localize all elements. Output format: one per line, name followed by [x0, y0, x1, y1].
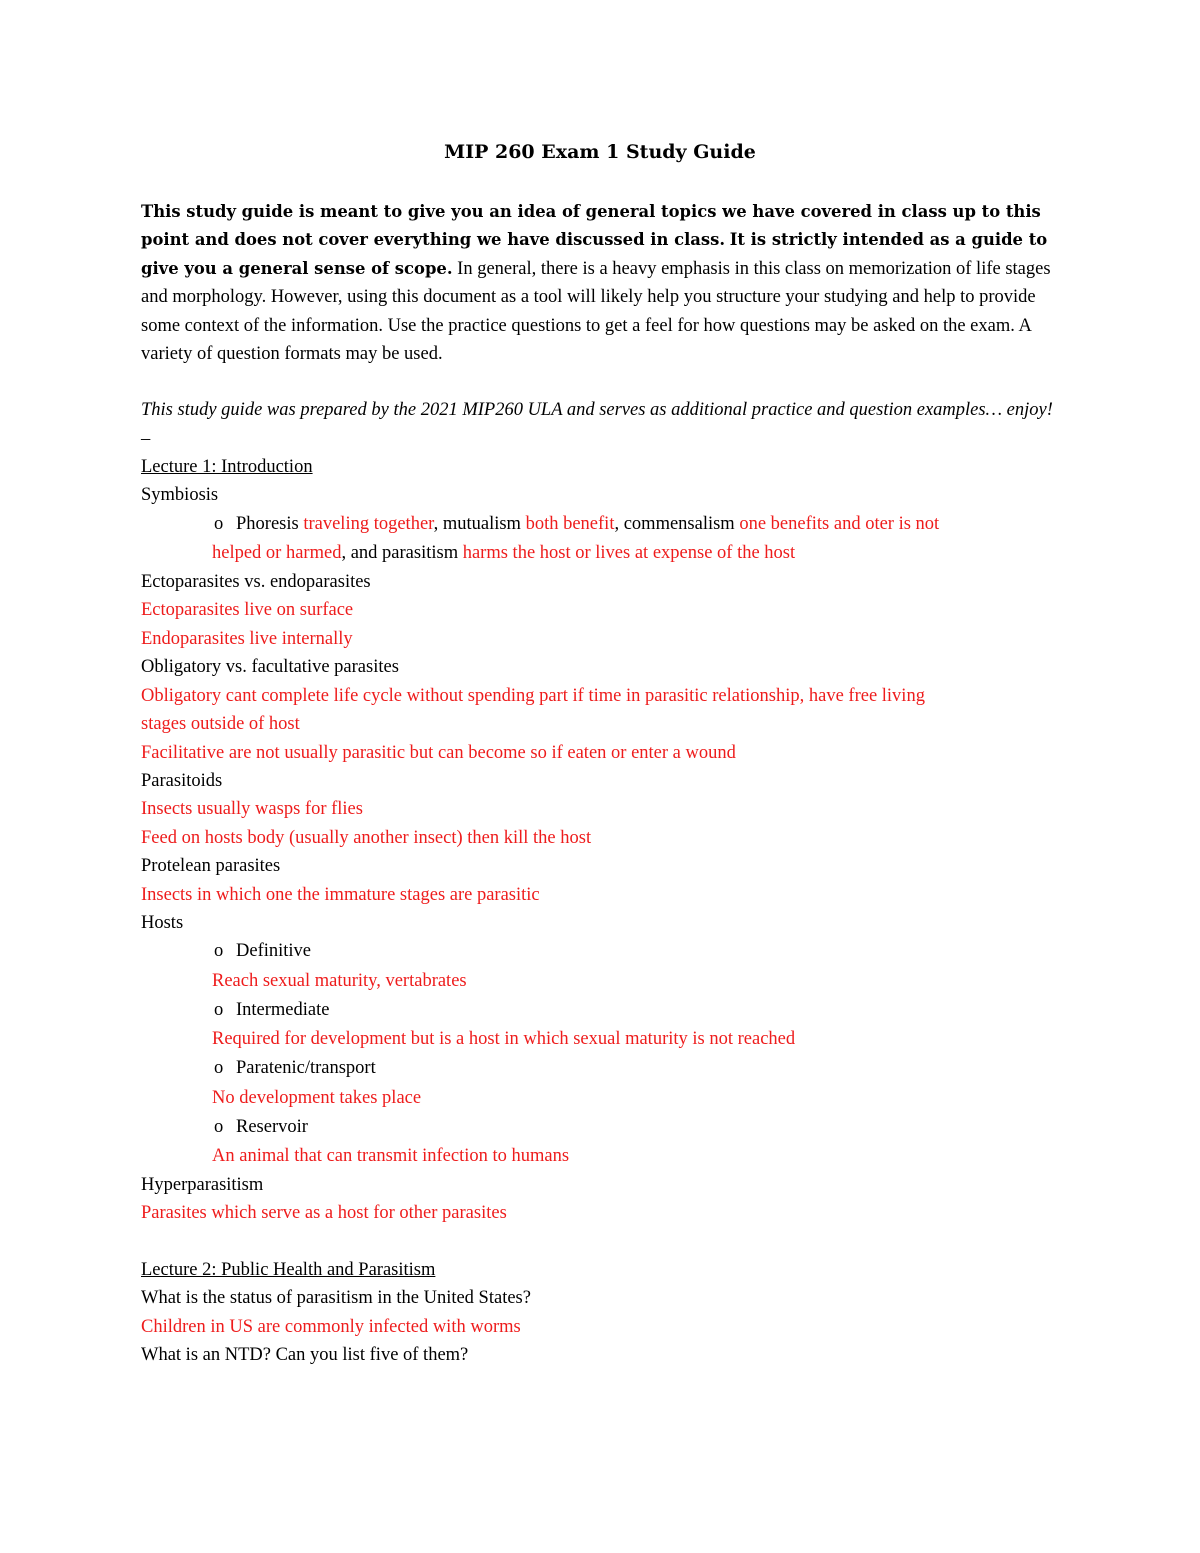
lecture2-question-1: What is the status of parasitism in the United States? — [141, 1288, 531, 1309]
protelean-label: Protelean parasites — [141, 856, 281, 877]
hyperparasitism-answer: Parasites which serve as a host for other parasites — [141, 1203, 507, 1224]
parasitoids-answer-2: Feed on hosts body (usually another insect) then kill the host — [141, 827, 592, 848]
mutualism-term: , mutualism — [433, 513, 526, 534]
paratenic-bullet — [141, 1054, 1061, 1082]
definitive-bullet — [141, 937, 1061, 965]
symbiosis-bullet-cont — [141, 538, 1061, 568]
reservoir-answer: An animal that can transmit infection to humans — [212, 1145, 570, 1166]
symbiosis-label: Symbiosis — [141, 485, 219, 506]
bullet-marker: o — [214, 1116, 224, 1137]
parasitoids-label: Parasitoids — [141, 770, 223, 791]
document-title: MIP 260 Exam 1 Study Guide — [444, 141, 756, 163]
parasitism-answer: harms the host or lives at expense of the host — [462, 543, 796, 564]
intro-bold-1: This study guide is meant to give you an idea of general topics we have covered in class up to this point and does not cover everything we have discussed in class. — [141, 202, 1041, 250]
obligatory-question: Obligatory vs. facultative parasites — [141, 657, 399, 678]
bullet-marker: o — [214, 999, 224, 1020]
hosts-label: Hosts — [141, 912, 184, 933]
ula-note: This study guide was prepared by the 2021 MIP260 ULA and serves as additional practice and question examples… enjoy! — [141, 400, 1053, 421]
bullet-marker: o — [214, 941, 224, 962]
phoresis-term: Phoresis — [236, 513, 304, 534]
bullet-marker: o — [214, 1058, 224, 1079]
intro-paragraph — [141, 198, 1061, 368]
obligatory-answer-2: stages outside of host — [141, 714, 300, 735]
reservoir-term: Reservoir — [236, 1116, 308, 1137]
separator-dash: – — [141, 428, 151, 449]
lecture1-heading: Lecture 1: Introduction — [141, 456, 313, 477]
commensalism-answer-cont: helped or harmed — [212, 543, 342, 564]
ecto-answer: Ectoparasites live on surface — [141, 600, 354, 621]
spacer — [141, 1228, 1061, 1256]
symbiosis-bullet — [141, 510, 1061, 538]
intermediate-term: Intermediate — [236, 999, 330, 1020]
ecto-question: Ectoparasites vs. endoparasites — [141, 572, 371, 593]
obligatory-answer-1: Obligatory cant complete life cycle without spending part if time in parasitic relationship, have free living — [141, 685, 925, 706]
definitive-term: Definitive — [236, 941, 312, 962]
bullet-marker: o — [214, 513, 224, 534]
parasitoids-answer-1: Insects usually wasps for flies — [141, 799, 363, 820]
intro-bold-2: It is strictly intended as a guide to give you a general sense of scope. — [141, 230, 1048, 278]
protelean-answer: Insects in which one the immature stages are parasitic — [141, 884, 540, 905]
hyperparasitism-label: Hyperparasitism — [141, 1174, 264, 1195]
endo-answer: Endoparasites live internally — [141, 628, 353, 649]
lecture2-heading: Lecture 2: Public Health and Parasitism — [141, 1259, 436, 1280]
parasitism-term: , and parasitism — [341, 543, 463, 564]
lecture2-answer-1: Children in US are commonly infected with worms — [141, 1316, 521, 1337]
lecture2-question-2: What is an NTD? Can you list five of them? — [141, 1345, 469, 1365]
paratenic-answer: No development takes place — [212, 1087, 422, 1108]
document-body — [141, 198, 1061, 1369]
intermediate-answer: Required for development but is a host in which sexual maturity is not reached — [212, 1029, 796, 1050]
commensalism-term: , commensalism — [614, 513, 740, 534]
reservoir-bullet — [141, 1113, 1061, 1141]
facultative-answer: Facilitative are not usually parasitic but can become so if eaten or enter a wound — [141, 742, 736, 763]
intro-plain: In general, there is a heavy emphasis in this class on memorization of life stages and morphology. However, using this document as a tool will likely help you structure your studying and help to provide some context of the information. Use the practice questions to get a feel for how questions may be asked on the exam. A variety of question formats may be used. — [141, 258, 1051, 365]
paratenic-term: Paratenic/transport — [236, 1058, 376, 1079]
intermediate-bullet — [141, 996, 1061, 1024]
definitive-answer: Reach sexual maturity, vertabrates — [212, 970, 467, 991]
mutualism-answer: both benefit — [525, 513, 615, 534]
phoresis-answer: traveling together — [303, 513, 434, 534]
commensalism-answer: one benefits and oter is not — [739, 513, 940, 534]
